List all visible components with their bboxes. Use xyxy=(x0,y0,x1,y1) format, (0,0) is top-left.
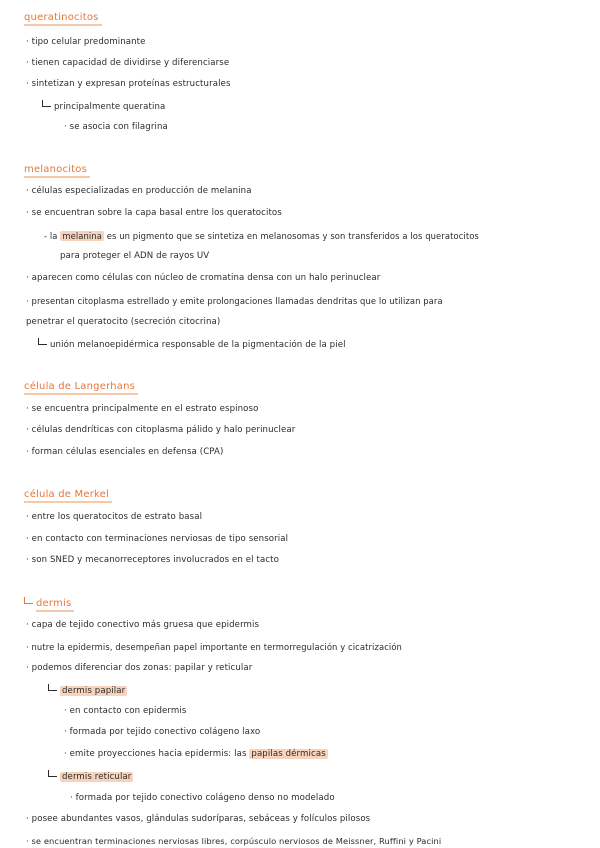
heading-dermis: dermis xyxy=(24,597,74,609)
note-line: · sintetizan y expresan proteínas estructurales xyxy=(26,79,231,89)
note-line: · podemos diferenciar dos zonas: papilar y reticular xyxy=(26,663,253,673)
note-line: · en contacto con terminaciones nerviosas de tipo sensorial xyxy=(26,534,289,544)
note-line: · nutre la epidermis, desempeñan papel importante en termorregulación y cicatrización xyxy=(26,642,402,652)
note-line: · forman células esenciales en defensa (CPA) xyxy=(26,447,224,457)
note-line: · se encuentran sobre la capa basal entre los queratocitos xyxy=(26,208,282,218)
note-line: · formada por tejido conectivo colágeno laxo xyxy=(64,727,261,737)
note-line: para proteger el ADN de rayos UV xyxy=(60,251,210,261)
heading-queratinocitos: queratinocitos xyxy=(24,12,102,23)
heading-melanocitos: melanocitos xyxy=(24,164,90,175)
note-line: · se encuentran terminaciones nerviosas libres, corpúsculo nerviosos de Meissner, Ruffini y Pacini xyxy=(26,836,442,846)
heading-langerhans: célula de Langerhans xyxy=(24,381,138,392)
note-line: · entre los queratocitos de estrato basal xyxy=(26,512,203,522)
note-line: · tipo celular predominante xyxy=(26,37,146,47)
note-line: · presentan citoplasma estrellado y emite prolongaciones llamadas dendritas que lo utilizan para xyxy=(26,296,443,306)
note-line: principalmente queratina xyxy=(42,100,165,112)
note-line: · formada por tejido conectivo colágeno denso no modelado xyxy=(70,793,335,803)
note-line: unión melanoepidérmica responsable de la pigmentación de la piel xyxy=(38,338,346,350)
subheading-dermis-papilar: dermis papilar xyxy=(48,684,127,696)
heading-merkel: célula de Merkel xyxy=(24,489,112,500)
note-line: · se asocia con filagrina xyxy=(64,122,168,132)
note-line: · se encuentra principalmente en el estrato espinoso xyxy=(26,404,259,414)
note-line: · células dendríticas con citoplasma pálido y halo perinuclear xyxy=(26,425,296,435)
subheading-dermis-reticular: dermis reticular xyxy=(48,770,133,782)
arrow-icon xyxy=(48,770,57,777)
note-line: · tienen capacidad de dividirse y diferenciarse xyxy=(26,58,230,68)
highlight-papilas: papilas dérmicas xyxy=(251,749,326,759)
note-line: · posee abundantes vasos, glándulas sudoríparas, sebáceas y folículos pilosos xyxy=(26,814,371,824)
note-line: · aparecen como células con núcleo de cromatina densa con un halo perinuclear xyxy=(26,273,381,283)
note-line: · capa de tejido conectivo más gruesa que epidermis xyxy=(26,620,260,630)
arrow-icon xyxy=(42,100,51,107)
note-line: · emite proyecciones hacia epidermis: las papilas dérmicas xyxy=(64,749,326,759)
note-line: · células especializadas en producción de melanina xyxy=(26,186,252,196)
note-line: · en contacto con epidermis xyxy=(64,706,187,716)
highlight-melanina: melanina xyxy=(62,231,102,241)
arrow-icon xyxy=(38,338,47,345)
arrow-icon xyxy=(24,597,33,604)
arrow-icon xyxy=(48,684,57,691)
note-line: penetrar el queratocito (secreción citocrina) xyxy=(26,317,221,327)
note-line: - la melanina es un pigmento que se sintetiza en melanosomas y son transferidos a los queratocitos xyxy=(44,231,479,241)
note-line: · son SNED y mecanorreceptores involucrados en el tacto xyxy=(26,555,279,565)
